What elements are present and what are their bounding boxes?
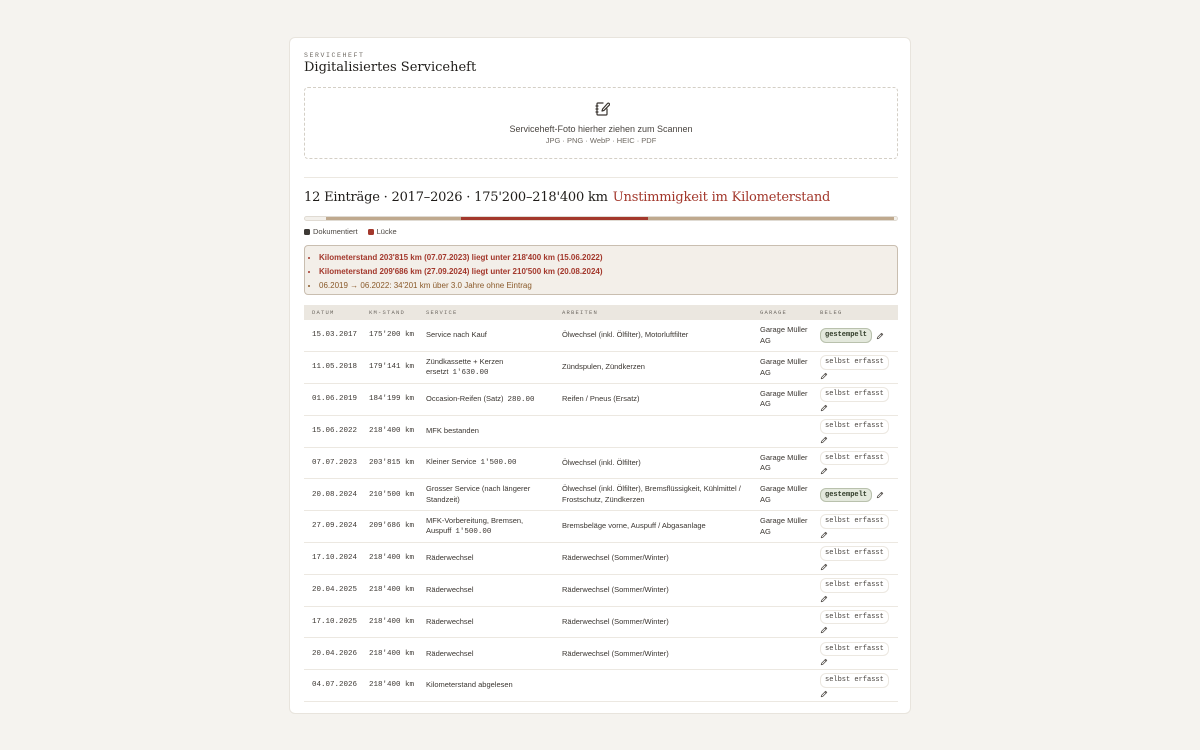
cell-beleg bbox=[812, 638, 898, 670]
table-row[interactable] bbox=[304, 447, 898, 479]
cell-work: Reifen / Pneus (Ersatz) bbox=[562, 394, 640, 404]
table-row[interactable] bbox=[304, 320, 898, 352]
alert-gap-1: • 06.2019 → 06.2022: 34'201 km über 3.0 Jahre ohne Eintrag bbox=[319, 279, 897, 293]
summary-text: 12 Einträge · 2017–2026 · 175'200–218'400 km bbox=[304, 190, 608, 205]
cell-garage: Garage Müller AG bbox=[760, 357, 808, 377]
cell-date: 15.03.2017 bbox=[312, 331, 358, 340]
cell-km: 179'141 km bbox=[369, 363, 415, 372]
cell-work: Zündspulen, Zündkerzen bbox=[562, 362, 645, 372]
cell-service bbox=[418, 479, 554, 511]
service-label: Räderwechsel bbox=[426, 553, 474, 563]
upload-dropzone[interactable] bbox=[304, 87, 898, 159]
edit-pencil-icon[interactable] bbox=[820, 626, 828, 634]
table-row[interactable] bbox=[304, 543, 898, 575]
cell-service bbox=[418, 543, 554, 575]
cell-service bbox=[418, 606, 554, 638]
beleg-badge[interactable]: selbst erfasst bbox=[820, 514, 889, 529]
edit-pencil-icon[interactable] bbox=[820, 595, 828, 603]
cell-km: 203'815 km bbox=[369, 458, 415, 467]
cell-beleg bbox=[812, 415, 898, 447]
cell-garage bbox=[752, 543, 812, 575]
cell-garage bbox=[752, 415, 812, 447]
cell-work: Räderwechsel (Sommer/Winter) bbox=[562, 585, 669, 595]
cell-work: Räderwechsel (Sommer/Winter) bbox=[562, 648, 669, 658]
cell-date: 17.10.2024 bbox=[312, 554, 358, 563]
service-label: Kilometerstand abgelesen bbox=[426, 680, 513, 690]
service-price: 280.00 bbox=[507, 395, 535, 404]
cell-date: 11.05.2018 bbox=[312, 363, 358, 372]
cell-garage bbox=[752, 606, 812, 638]
cell-beleg bbox=[812, 574, 898, 606]
cell-km: 218'400 km bbox=[369, 554, 415, 563]
cell-work bbox=[554, 670, 752, 702]
cell-km: 184'199 km bbox=[369, 395, 415, 404]
dropzone-formats: JPG · PNG · WebP · HEIC · PDF bbox=[545, 136, 657, 145]
legend-item-documented bbox=[304, 227, 358, 236]
cell-km: 218'400 km bbox=[369, 586, 415, 595]
table-row[interactable] bbox=[304, 606, 898, 638]
beleg-badge[interactable]: selbst erfasst bbox=[820, 642, 889, 657]
cell-garage: Garage Müller AG bbox=[760, 388, 808, 409]
cell-km: 218'400 km bbox=[369, 681, 415, 690]
cell-service bbox=[418, 670, 554, 702]
table-row[interactable] bbox=[304, 574, 898, 606]
cell-work bbox=[554, 415, 752, 447]
table-row[interactable] bbox=[304, 479, 898, 511]
cell-beleg bbox=[812, 543, 898, 575]
cell-work: Ölwechsel (inkl. Ölfilter), Motorluftfilter bbox=[562, 330, 689, 340]
timeline-segment-documented bbox=[648, 217, 894, 220]
serviceheft-card bbox=[289, 37, 911, 714]
notebook-pen-icon bbox=[594, 101, 610, 117]
cell-km: 209'686 km bbox=[369, 522, 415, 531]
cell-km: 218'400 km bbox=[369, 649, 415, 658]
cell-date: 20.04.2026 bbox=[312, 649, 358, 658]
service-label: Kleiner Service bbox=[426, 457, 477, 467]
edit-pencil-icon[interactable] bbox=[820, 563, 828, 571]
cell-garage: Garage Müller AG bbox=[760, 325, 808, 345]
table-row[interactable] bbox=[304, 511, 898, 543]
service-price: 1'500.00 bbox=[480, 459, 517, 468]
cell-garage: Garage Müller AG bbox=[760, 516, 808, 536]
timeline-legend bbox=[304, 227, 397, 236]
cell-beleg bbox=[812, 352, 898, 384]
cell-work: Räderwechsel (Sommer/Winter) bbox=[562, 616, 669, 626]
edit-pencil-icon[interactable] bbox=[876, 332, 884, 340]
cell-beleg bbox=[812, 384, 898, 416]
beleg-badge[interactable]: selbst erfasst bbox=[820, 673, 889, 688]
col-header-arbeiten[interactable]: ARBEITEN bbox=[562, 309, 599, 316]
cell-km: 210'500 km bbox=[369, 490, 415, 499]
cell-beleg bbox=[812, 447, 898, 479]
edit-pencil-icon[interactable] bbox=[820, 531, 828, 539]
table-row[interactable] bbox=[304, 384, 898, 416]
col-header-beleg[interactable]: BELEG bbox=[820, 309, 843, 316]
cell-service bbox=[418, 511, 554, 543]
cell-beleg bbox=[812, 320, 898, 352]
service-label: MFK bestanden bbox=[426, 426, 479, 436]
summary-heading bbox=[304, 190, 830, 205]
cell-work: Ölwechsel (inkl. Ölfilter) bbox=[562, 457, 641, 467]
cell-date: 01.06.2019 bbox=[312, 395, 358, 404]
cell-date: 20.08.2024 bbox=[312, 490, 358, 499]
cell-km: 218'400 km bbox=[369, 427, 415, 436]
service-price: 1'630.00 bbox=[452, 369, 489, 378]
beleg-badge[interactable]: gestempelt bbox=[820, 328, 872, 343]
col-header-garage[interactable]: GARAGE bbox=[760, 309, 788, 316]
legend-swatch-gap bbox=[368, 229, 374, 235]
cell-date: 17.10.2025 bbox=[312, 617, 358, 626]
service-label: Räderwechsel bbox=[426, 648, 474, 658]
table-row[interactable] bbox=[304, 670, 898, 702]
cell-garage: Garage Müller AG bbox=[760, 452, 808, 473]
edit-pencil-icon[interactable] bbox=[820, 436, 828, 444]
col-header-km[interactable]: KM-STAND bbox=[369, 309, 406, 316]
cell-work: Räderwechsel (Sommer/Winter) bbox=[562, 553, 669, 563]
cell-garage bbox=[752, 574, 812, 606]
table-row[interactable] bbox=[304, 638, 898, 670]
service-label: Zündkassette + Kerzen ersetzt bbox=[426, 356, 504, 377]
cell-work: Bremsbeläge vorne, Auspuff / Abgasanlage bbox=[562, 521, 706, 531]
beleg-badge[interactable]: selbst erfasst bbox=[820, 355, 889, 370]
divider bbox=[304, 177, 898, 178]
service-table bbox=[304, 305, 898, 702]
mileage-warning: Unstimmigkeit im Kilometerstand bbox=[612, 190, 831, 205]
edit-pencil-icon[interactable] bbox=[820, 372, 828, 380]
dropzone-instruction: Serviceheft-Foto hierher ziehen zum Scannen bbox=[509, 124, 693, 134]
cell-garage bbox=[752, 670, 812, 702]
cell-beleg bbox=[812, 511, 898, 543]
timeline-segment-documented bbox=[326, 217, 461, 220]
cell-date: 20.04.2025 bbox=[312, 586, 358, 595]
service-label: Occasion-Reifen (Satz) bbox=[426, 393, 504, 403]
section-eyebrow: SERVICEHEFT bbox=[304, 52, 365, 59]
cell-date: 07.07.2023 bbox=[312, 458, 358, 467]
cell-service bbox=[418, 447, 554, 479]
service-label: Räderwechsel bbox=[426, 616, 474, 626]
beleg-badge[interactable]: selbst erfasst bbox=[820, 419, 889, 434]
cell-date: 15.06.2022 bbox=[312, 427, 358, 436]
cell-date: 27.09.2024 bbox=[312, 522, 358, 531]
cell-service bbox=[418, 384, 554, 416]
cell-service bbox=[418, 638, 554, 670]
page-title: Digitalisiertes Serviceheft bbox=[304, 60, 477, 75]
cell-beleg bbox=[812, 670, 898, 702]
alert-error-1: • Kilometerstand 203'815 km (07.07.2023) liegt unter 218'400 km (15.06.2022) bbox=[319, 251, 897, 265]
col-header-service[interactable]: SERVICE bbox=[426, 309, 458, 316]
timeline-segment-gap bbox=[461, 217, 648, 220]
edit-pencil-icon[interactable] bbox=[820, 404, 828, 412]
cell-garage bbox=[752, 638, 812, 670]
table-header-row bbox=[304, 305, 898, 320]
service-price: 1'500.00 bbox=[455, 528, 492, 537]
beleg-badge[interactable]: selbst erfasst bbox=[820, 451, 889, 466]
legend-label-documented: Dokumentiert bbox=[313, 227, 358, 236]
cell-beleg bbox=[812, 606, 898, 638]
edit-pencil-icon[interactable] bbox=[876, 491, 884, 499]
service-label: MFK-Vorbereitung, Bremsen, Auspuff bbox=[426, 515, 524, 536]
beleg-badge[interactable]: selbst erfasst bbox=[820, 387, 889, 402]
service-label: Räderwechsel bbox=[426, 585, 474, 595]
beleg-badge[interactable]: selbst erfasst bbox=[820, 578, 889, 593]
alert-error-2: • Kilometerstand 209'686 km (27.09.2024) liegt unter 210'500 km (20.08.2024) bbox=[319, 265, 897, 279]
beleg-badge[interactable]: selbst erfasst bbox=[820, 546, 889, 561]
cell-garage: Garage Müller AG bbox=[760, 484, 808, 504]
cell-work: Ölwechsel (inkl. Ölfilter), Bremsflüssigkeit, Kühlmittel / Frostschutz, Zündkerzen bbox=[562, 484, 741, 504]
edit-pencil-icon[interactable] bbox=[820, 467, 828, 475]
cell-km: 218'400 km bbox=[369, 617, 415, 626]
table-row[interactable] bbox=[304, 352, 898, 384]
cell-date: 04.07.2026 bbox=[312, 681, 358, 690]
beleg-badge[interactable]: gestempelt bbox=[820, 488, 872, 503]
legend-swatch-documented bbox=[304, 229, 310, 235]
timeline-bar bbox=[304, 216, 898, 221]
cell-service bbox=[418, 320, 554, 352]
service-label: Service nach Kauf bbox=[426, 330, 487, 340]
beleg-badge[interactable]: selbst erfasst bbox=[820, 610, 889, 625]
edit-pencil-icon[interactable] bbox=[820, 658, 828, 666]
service-label: Grosser Service (nach längerer Standzeit) bbox=[426, 484, 531, 504]
edit-pencil-icon[interactable] bbox=[820, 690, 828, 698]
cell-km: 175'200 km bbox=[369, 331, 415, 340]
table-row[interactable] bbox=[304, 415, 898, 447]
cell-service bbox=[418, 574, 554, 606]
legend-label-gap: Lücke bbox=[376, 227, 397, 236]
legend-item-gap bbox=[368, 227, 397, 236]
cell-service bbox=[418, 352, 554, 384]
cell-beleg bbox=[812, 479, 898, 511]
cell-service bbox=[418, 415, 554, 447]
col-header-datum[interactable]: DATUM bbox=[312, 309, 335, 316]
alerts-box bbox=[304, 245, 898, 295]
